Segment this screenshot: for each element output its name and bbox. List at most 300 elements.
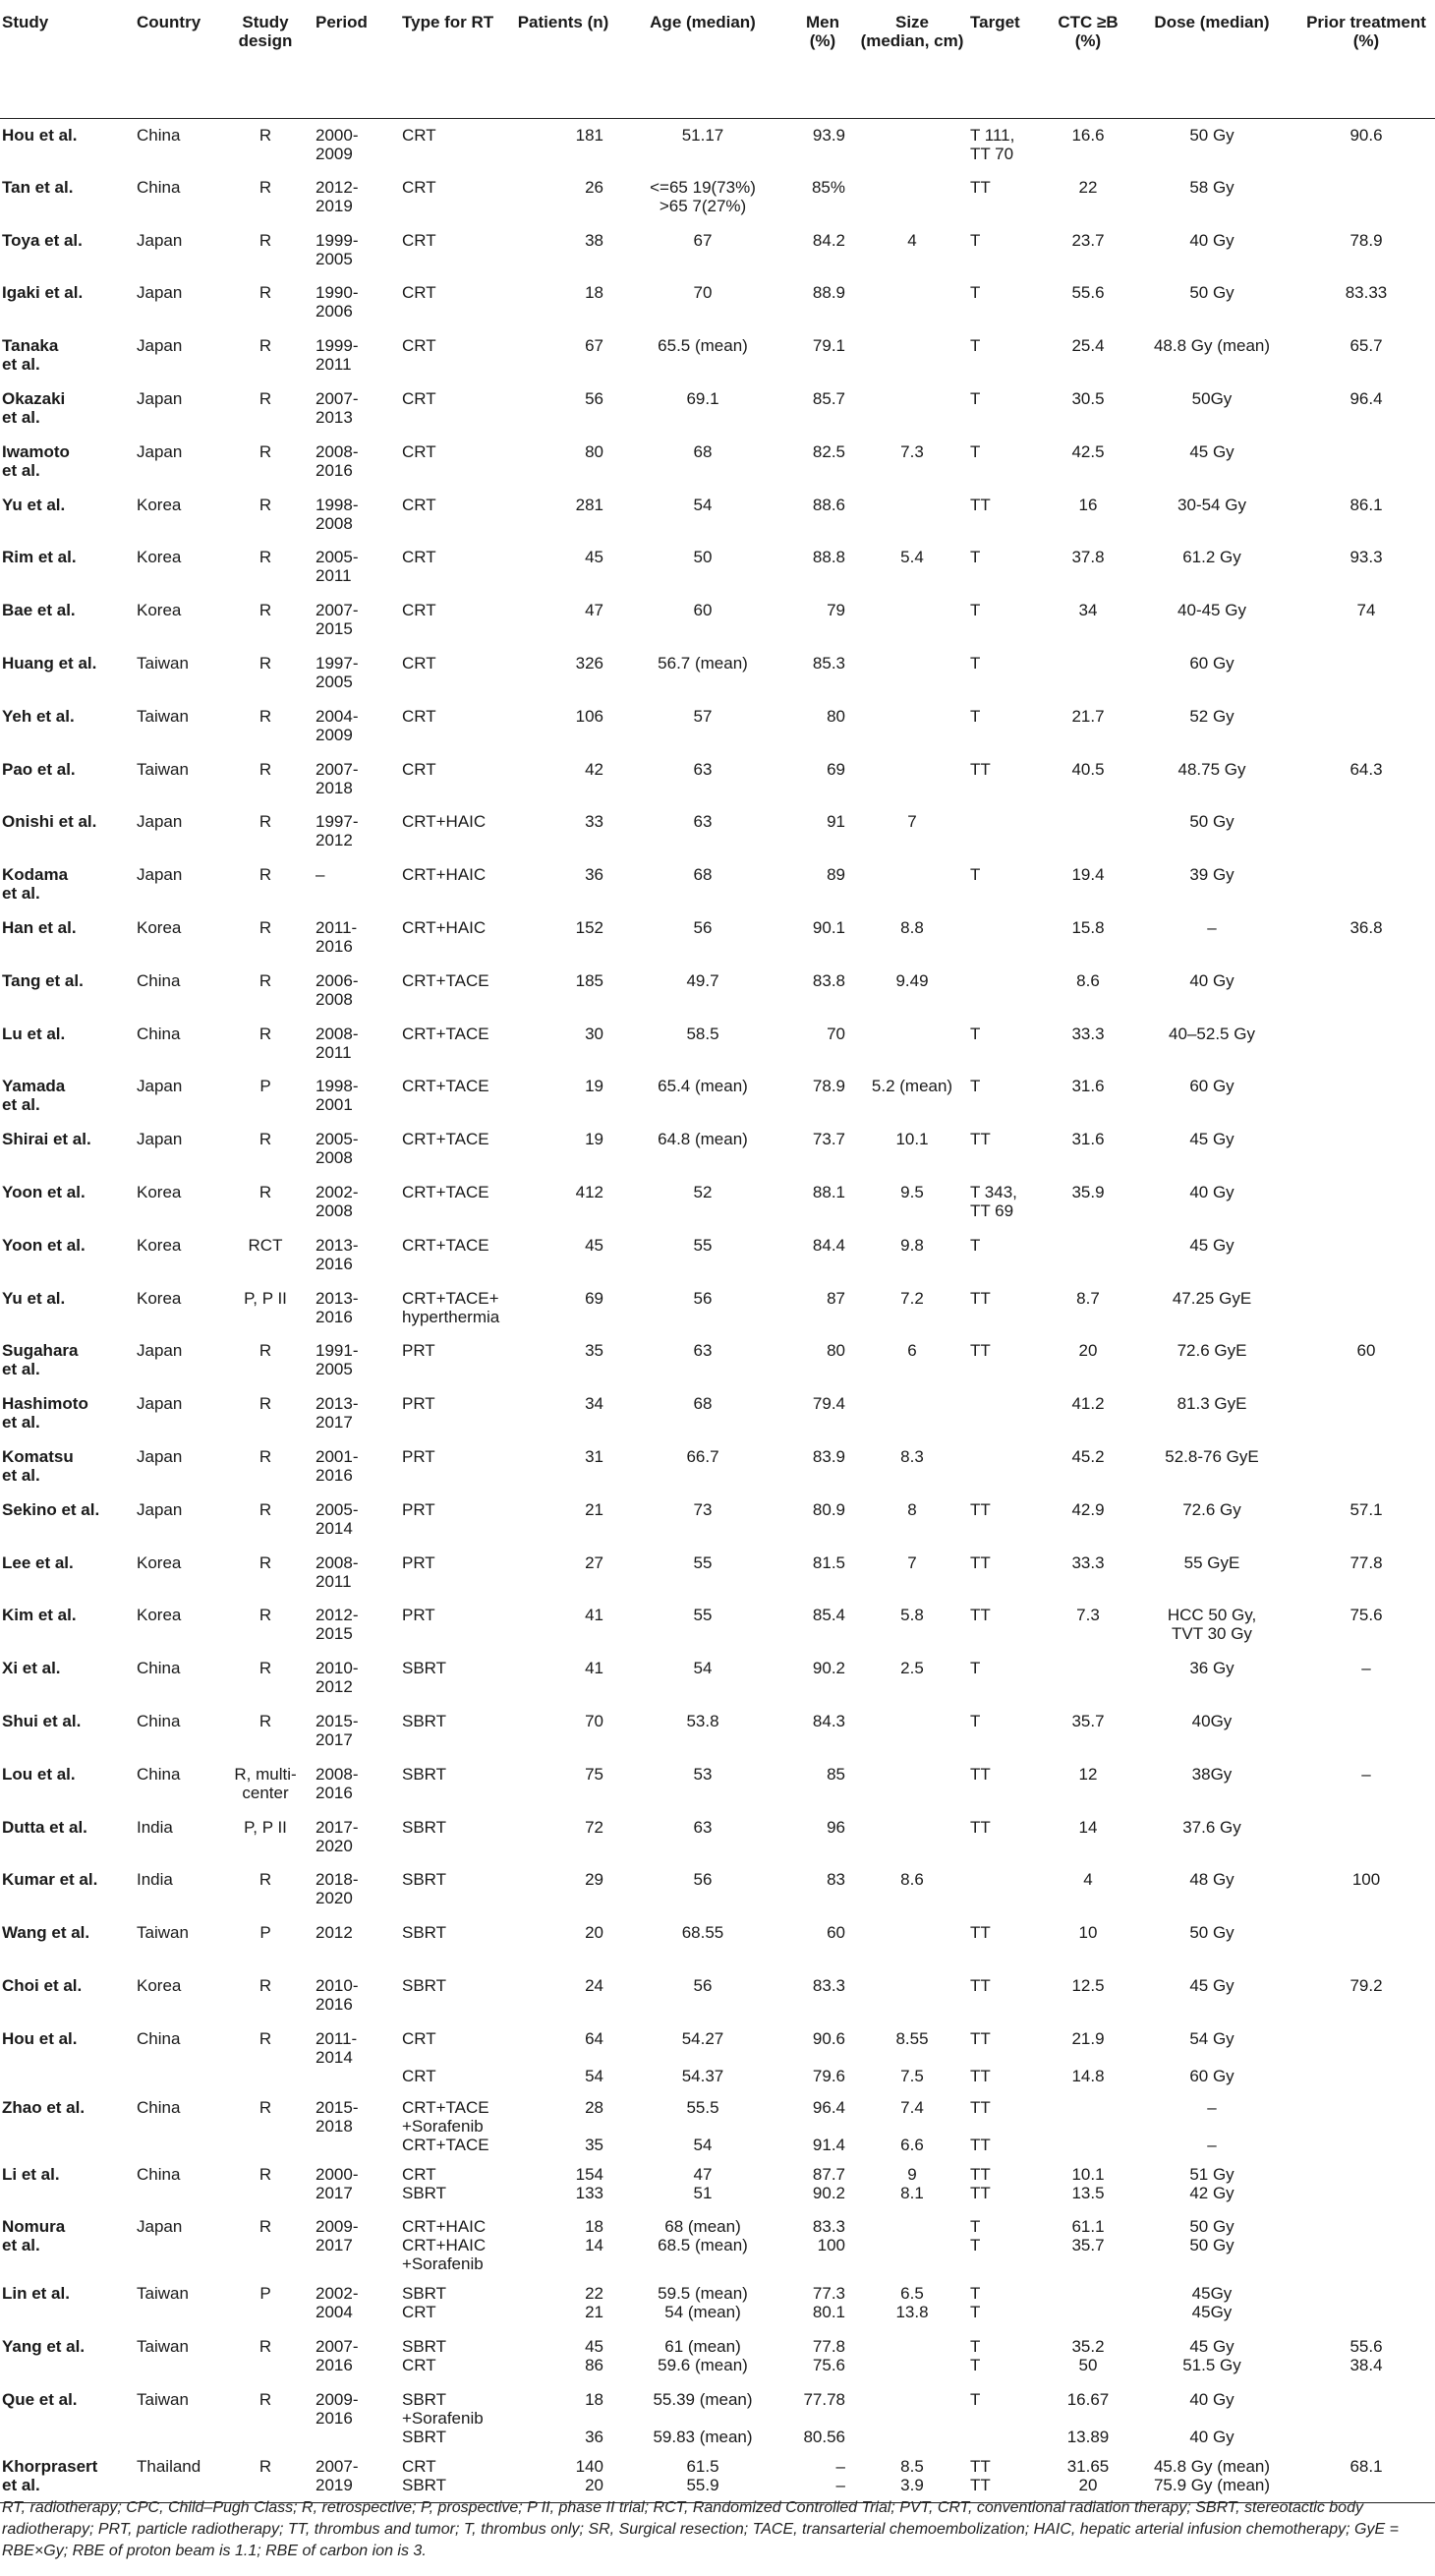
cell-target: TT: [970, 1288, 991, 1308]
cell-size: [857, 858, 967, 911]
cell-country: Japan: [137, 336, 183, 356]
cell-patients: 35: [585, 1341, 603, 1361]
cell-men: 90.2: [812, 1659, 845, 1678]
cell-dose: 72.6 GyE: [1177, 1341, 1247, 1361]
cell-men: 69: [827, 759, 845, 779]
cell-study: Que et al.: [2, 2390, 78, 2410]
cell-type-for-rt: CRT+TACE: [402, 970, 489, 990]
table-row: [0, 1916, 1435, 1969]
cell-study-design: R: [218, 2450, 313, 2503]
cell-target: TT: [970, 1341, 991, 1361]
cell-age: 65.4 (mean): [658, 1077, 748, 1096]
cell-target: TT TT: [970, 2164, 991, 2202]
col-header-patients: Patients (n): [509, 0, 617, 118]
cell-age: <=65 19(73%) >65 7(27%): [650, 177, 756, 215]
cell-men: 88.6: [812, 495, 845, 514]
cell-prior-treatment: [1297, 1176, 1435, 1229]
cell-age: 73: [693, 1499, 713, 1519]
cell-country: Japan: [137, 865, 183, 885]
cell-study: Huang et al.: [2, 653, 97, 673]
cell-type-for-rt: CRT+TACE: [402, 1077, 489, 1096]
cell-type-for-rt: PRT: [402, 1394, 435, 1414]
cell-study-design: R: [258, 601, 272, 620]
cell-target: T T: [970, 2217, 981, 2255]
cell-country: China: [137, 1711, 181, 1730]
cell-age: 68: [693, 441, 713, 461]
cell-period: 2009- 2017: [316, 2217, 359, 2255]
cell-prior-treatment: [1297, 2091, 1435, 2158]
cell-study-design: R: [258, 230, 272, 250]
cell-patients: 29: [585, 1870, 603, 1890]
cell-type-for-rt: CRT+HAIC: [402, 865, 487, 885]
cell-age: 67: [693, 230, 713, 250]
cell-size: [857, 1758, 967, 1811]
cell-prior-treatment: 86.1: [1349, 495, 1383, 514]
cell-age: 63: [693, 759, 713, 779]
cell-type-for-rt: SBRT: [402, 1870, 447, 1890]
cell-size: [857, 1969, 967, 2022]
cell-type-for-rt: SBRT: [402, 1711, 447, 1730]
cell-age: 68: [693, 1394, 713, 1414]
cell-prior-treatment: [1297, 1123, 1435, 1176]
table-body: [0, 118, 1435, 2503]
cell-dose: 40–52.5 Gy: [1169, 1024, 1255, 1043]
cell-patients: 27: [585, 1552, 603, 1572]
cell-study-design: P: [259, 2284, 271, 2304]
col-header-prior-treatment: Prior treatment (%): [1297, 0, 1435, 118]
cell-prior-treatment: [1297, 1811, 1435, 1864]
cell-patients: 19: [585, 1077, 603, 1096]
cell-size: [857, 753, 967, 806]
cell-target: TT: [970, 1764, 991, 1784]
cell-study: Toya et al.: [2, 230, 83, 250]
cell-period: 2005- 2014: [316, 1499, 359, 1538]
cell-dose: 40Gy: [1191, 1711, 1233, 1730]
cell-prior-treatment: [1297, 1387, 1435, 1440]
cell-period: 2013- 2017: [316, 1394, 359, 1433]
cell-ctc: 34: [1078, 601, 1098, 620]
cell-prior-treatment: [1297, 1018, 1435, 1071]
cell-patients: 80: [585, 441, 603, 461]
cell-age: 49.7: [686, 970, 719, 990]
cell-study-design: R: [258, 2097, 272, 2117]
cell-men: 96: [827, 1817, 845, 1837]
cell-ctc: [1050, 1652, 1126, 1705]
cell-size: [857, 594, 967, 647]
cell-size: [857, 382, 967, 436]
cell-target: TT TT: [970, 2097, 991, 2154]
cell-size: 9 8.1: [900, 2164, 924, 2202]
table-row: [0, 1334, 1435, 1387]
cell-study-design: R: [258, 2028, 272, 2048]
table-row: [0, 541, 1435, 594]
cell-dose: 50 Gy: [1189, 812, 1234, 832]
table-row: [0, 1229, 1435, 1282]
cell-size: 4: [907, 230, 917, 250]
cell-study-design: R: [258, 970, 272, 990]
cell-study: Hou et al.: [2, 2028, 78, 2048]
cell-size: [857, 1916, 967, 1969]
cell-size: 8.8: [900, 917, 924, 937]
cell-prior-treatment: [1297, 700, 1435, 753]
cell-prior-treatment: 96.4: [1349, 388, 1383, 408]
cell-period: 2007- 2018: [316, 759, 359, 797]
cell-ctc: 41.2: [1071, 1394, 1105, 1414]
cell-prior-treatment: 77.8: [1349, 1552, 1383, 1572]
cell-study-design: R: [258, 125, 272, 145]
cell-size: 7.4 6.6: [900, 2097, 924, 2154]
cell-age: 54: [693, 495, 713, 514]
cell-size: [857, 118, 967, 171]
cell-ctc: 42.9: [1071, 1499, 1105, 1519]
cell-type-for-rt: CRT: [402, 283, 436, 303]
cell-study-design: R: [258, 2217, 272, 2237]
cell-ctc: 31.6: [1071, 1130, 1105, 1149]
cell-study: Xi et al.: [2, 1659, 61, 1678]
table-row: [0, 2450, 1435, 2503]
cell-men: 93.9: [812, 125, 845, 145]
cell-dose: –: [1207, 917, 1217, 937]
table-row: [0, 858, 1435, 911]
cell-study: Hou et al.: [2, 125, 78, 145]
cell-men: 80: [827, 1341, 845, 1361]
cell-study: Okazaki et al.: [2, 388, 66, 427]
cell-period: 2011- 2016: [316, 917, 358, 956]
cell-age: 68: [693, 865, 713, 885]
cell-patients: 185: [575, 970, 603, 990]
cell-size: [857, 489, 967, 542]
cell-period: 2018- 2020: [316, 1870, 359, 1908]
cell-ctc: 7.3: [1076, 1606, 1100, 1625]
cell-type-for-rt: CRT: [402, 759, 436, 779]
cell-dose: 48.75 Gy: [1177, 759, 1246, 779]
cell-age: 53: [693, 1764, 713, 1784]
cell-country: Japan: [137, 1077, 183, 1096]
cell-study-design: P: [259, 1923, 271, 1943]
cell-type-for-rt: CRT+HAIC CRT+HAIC +Sorafenib: [402, 2217, 487, 2274]
cell-patients: 140 20: [509, 2450, 617, 2503]
cell-patients: 75: [585, 1764, 603, 1784]
cell-patients: 181: [575, 125, 603, 145]
cell-size: [857, 2330, 967, 2383]
cell-men: 83.8: [812, 970, 845, 990]
cell-period: 2012- 2015: [316, 1606, 359, 1644]
cell-study-design: P, P II: [244, 1817, 287, 1837]
cell-study-design: R: [258, 1446, 272, 1466]
cell-study: Yamada et al.: [2, 1077, 66, 1115]
cell-type-for-rt: CRT+TACE +Sorafenib CRT+TACE: [402, 2097, 489, 2154]
cell-study: Kumar et al.: [2, 1870, 98, 1890]
cell-age: 69.1: [686, 388, 719, 408]
cell-study: Nomura et al.: [2, 2217, 66, 2255]
cell-study: Kodama et al.: [2, 865, 69, 904]
cell-size: 7.3: [900, 441, 924, 461]
cell-age: 47 51: [693, 2164, 713, 2202]
cell-men: 85.3: [812, 653, 845, 673]
cell-period: 2008- 2016: [316, 441, 359, 480]
cell-study: Choi et al.: [2, 1975, 83, 1995]
cell-prior-treatment: [1297, 171, 1435, 224]
cell-target: T: [970, 865, 981, 885]
cell-patients: 154 133: [575, 2164, 603, 2202]
cell-study-design: RCT: [248, 1235, 283, 1255]
cell-ctc: 21.7: [1071, 706, 1105, 726]
cell-type-for-rt: SBRT: [402, 1923, 447, 1943]
cell-men: 84.2: [812, 230, 845, 250]
cell-period: 2004- 2009: [316, 706, 359, 744]
cell-prior-treatment: [1297, 805, 1435, 858]
cell-dose: 37.6 Gy: [1182, 1817, 1241, 1837]
cell-prior-treatment: –: [1361, 1659, 1371, 1678]
cell-period: 2007- 2015: [316, 601, 359, 639]
cell-period: 2013- 2016: [316, 1288, 359, 1326]
cell-age: 56.7 (mean): [658, 653, 748, 673]
cell-men: 79: [827, 601, 845, 620]
cell-country: China: [137, 1764, 181, 1784]
cell-type-for-rt: CRT: [402, 336, 436, 356]
cell-country: Taiwan: [137, 759, 189, 779]
cell-size: 6: [907, 1341, 917, 1361]
table-row: [0, 1969, 1435, 2022]
cell-prior-treatment: 57.1: [1349, 1499, 1383, 1519]
cell-men: 90.6 79.6: [812, 2028, 845, 2085]
cell-dose: 30-54 Gy: [1177, 495, 1246, 514]
cell-study-design: R: [258, 1606, 272, 1625]
cell-study: Tang et al.: [2, 970, 84, 990]
cell-ctc: 12: [1078, 1764, 1098, 1784]
table-row: [0, 2158, 1435, 2211]
cell-type-for-rt: PRT: [402, 1606, 435, 1625]
cell-study: Dutta et al.: [2, 1817, 87, 1837]
cell-study: Sekino et al.: [2, 1499, 100, 1519]
cell-type-for-rt: CRT: [402, 495, 436, 514]
cell-age: 55: [693, 1606, 713, 1625]
cell-age: 66.7: [686, 1446, 719, 1466]
cell-dose: 40 Gy: [1189, 230, 1234, 250]
cell-dose: 45 Gy: [1189, 1130, 1234, 1149]
col-header-study: Study: [0, 0, 134, 118]
cell-country: Japan: [137, 1446, 183, 1466]
cell-men: 89: [827, 865, 845, 885]
cell-patients: 33: [585, 812, 603, 832]
cell-patients: 152: [575, 917, 603, 937]
cell-men: 84.4: [812, 1235, 845, 1255]
cell-age: 52: [693, 1182, 713, 1201]
cell-period: 2010- 2012: [316, 1659, 359, 1697]
cell-type-for-rt: CRT+TACE: [402, 1235, 489, 1255]
cell-age: 64.8 (mean): [658, 1130, 748, 1149]
col-header-period: Period: [313, 0, 399, 118]
cell-size: 8: [907, 1499, 917, 1519]
table-row: [0, 489, 1435, 542]
cell-men: 78.9: [812, 1077, 845, 1096]
cell-study-design: R: [258, 1711, 272, 1730]
cell-men: 83.3 100: [812, 2217, 845, 2255]
cell-country: Korea: [137, 1975, 182, 1995]
col-header-men: Men (%): [788, 0, 857, 118]
cell-age: 56: [693, 1288, 713, 1308]
cell-study-design: R: [258, 812, 272, 832]
header-row: [0, 0, 1435, 118]
col-header-country: Country: [134, 0, 218, 118]
cell-period: –: [316, 865, 325, 885]
cell-period: 2006- 2008: [316, 970, 359, 1009]
cell-ctc: 10.1 13.5: [1071, 2164, 1105, 2202]
cell-study-design: R: [258, 1499, 272, 1519]
cell-country: Korea: [137, 1182, 182, 1201]
cell-prior-treatment: 74: [1356, 601, 1376, 620]
cell-period: 2007- 2016: [316, 2337, 359, 2375]
cell-prior-treatment: 90.6: [1349, 125, 1383, 145]
table-row: [0, 1123, 1435, 1176]
cell-country: Japan: [137, 1499, 183, 1519]
cell-type-for-rt: CRT: [402, 706, 436, 726]
cell-target: [967, 911, 1050, 965]
table-row: [0, 1387, 1435, 1440]
cell-target: [967, 1440, 1050, 1493]
cell-age: 50: [693, 548, 713, 567]
cell-study-design: R, multi- center: [234, 1764, 297, 1802]
cell-ctc: 16.6: [1071, 125, 1105, 145]
cell-period: 2017- 2020: [316, 1817, 359, 1855]
table-row: [0, 2022, 1435, 2091]
table-row: [0, 2277, 1435, 2330]
cell-dose: 47.25 GyE: [1172, 1288, 1252, 1308]
cell-type-for-rt: SBRT CRT: [402, 2284, 447, 2322]
cell-type-for-rt: CRT SBRT: [399, 2450, 509, 2503]
cell-men: 87: [827, 1288, 845, 1308]
cell-target: TT: [970, 1552, 991, 1572]
cell-men: 85.4: [812, 1606, 845, 1625]
cell-dose: 81.3 GyE: [1177, 1394, 1247, 1414]
cell-size: 7: [907, 812, 917, 832]
cell-type-for-rt: CRT: [402, 230, 436, 250]
cell-target: T: [970, 2390, 981, 2410]
cell-size: 8.5 3.9: [857, 2450, 967, 2503]
cell-age: 63: [693, 1341, 713, 1361]
cell-size: [857, 276, 967, 329]
table-row: [0, 700, 1435, 753]
cell-type-for-rt: CRT: [402, 125, 436, 145]
cell-age: 56: [693, 1975, 713, 1995]
cell-country: Japan: [137, 812, 183, 832]
cell-ctc: 61.1 35.7: [1071, 2217, 1105, 2255]
cell-ctc: 20: [1078, 1341, 1098, 1361]
cell-target: T T: [970, 2337, 981, 2375]
table-row: [0, 1599, 1435, 1652]
cell-men: – –: [788, 2450, 857, 2503]
cell-country: India: [137, 1817, 173, 1837]
cell-ctc: [1050, 1229, 1126, 1282]
cell-age: 61.5 55.9: [617, 2450, 788, 2503]
cell-study: Yoon et al.: [2, 1235, 86, 1255]
cell-study-design: R: [258, 1659, 272, 1678]
cell-period: 2005- 2011: [316, 548, 359, 586]
cell-study: Bae et al.: [2, 601, 76, 620]
cell-dose: 45 Gy: [1189, 441, 1234, 461]
cell-patients: 36: [585, 865, 603, 885]
cell-prior-treatment: [1297, 2022, 1435, 2091]
cell-target: TT: [970, 1975, 991, 1995]
cell-target: TT: [970, 177, 991, 197]
cell-period: 2010- 2016: [316, 1975, 359, 2014]
cell-patients: 281: [575, 495, 603, 514]
cell-period: 1990- 2006: [316, 283, 359, 322]
cell-study: Kim et al.: [2, 1606, 77, 1625]
cell-prior-treatment: [1297, 1916, 1435, 1969]
cell-dose: 61.2 Gy: [1182, 548, 1241, 567]
cell-age: 60: [693, 601, 713, 620]
col-header-size: Size (median, cm): [857, 0, 967, 118]
cell-target: [967, 805, 1050, 858]
cell-period: 2007- 2019: [313, 2450, 399, 2503]
cell-dose: 45 Gy: [1189, 1235, 1234, 1255]
cell-study-design: R: [258, 1552, 272, 1572]
cell-prior-treatment: 100: [1351, 1870, 1381, 1890]
cell-type-for-rt: PRT: [402, 1552, 435, 1572]
cell-size: [857, 1387, 967, 1440]
cell-dose: 45Gy 45Gy: [1191, 2284, 1233, 2322]
cell-size: 5.2 (mean): [871, 1077, 953, 1096]
cell-size: 9.8: [900, 1235, 924, 1255]
cell-men: 91: [827, 812, 845, 832]
col-header-study-design: Study design: [218, 0, 313, 118]
cell-age: 68 (mean) 68.5 (mean): [658, 2217, 748, 2255]
cell-prior-treatment: 55.6 38.4: [1349, 2337, 1383, 2375]
cell-target: T: [970, 1024, 981, 1043]
cell-period: 1999- 2005: [316, 230, 359, 268]
cell-age: 70: [693, 283, 713, 303]
cell-prior-treatment: 60: [1356, 1341, 1376, 1361]
cell-country: Thailand: [134, 2450, 218, 2503]
cell-period: 1991- 2005: [316, 1341, 359, 1379]
cell-age: 65.5 (mean): [658, 336, 748, 356]
cell-study: Lin et al.: [2, 2284, 70, 2304]
table-row: [0, 2210, 1435, 2277]
cell-type-for-rt: CRT: [402, 388, 436, 408]
cell-ctc: 16: [1078, 495, 1098, 514]
cell-period: 2000- 2017: [316, 2164, 359, 2202]
cell-country: China: [137, 125, 181, 145]
cell-study: Tanaka et al.: [2, 336, 59, 375]
cell-men: 80: [827, 706, 845, 726]
cell-ctc: 4: [1083, 1870, 1093, 1890]
cell-size: 5.8: [900, 1606, 924, 1625]
cell-prior-treatment: [1297, 965, 1435, 1018]
cell-prior-treatment: 83.33: [1345, 283, 1388, 303]
cell-period: 2000- 2009: [316, 125, 359, 163]
cell-period: 1999- 2011: [316, 336, 359, 375]
cell-study: Shui et al.: [2, 1711, 82, 1730]
cell-target: T: [970, 548, 981, 567]
cell-period: 2009- 2016: [316, 2390, 359, 2429]
table-row: [0, 329, 1435, 382]
cell-type-for-rt: PRT: [402, 1341, 435, 1361]
cell-target: TT TT: [967, 2450, 1050, 2503]
cell-study-design: R: [258, 1394, 272, 1414]
cell-age: 61 (mean) 59.6 (mean): [658, 2337, 748, 2375]
cell-dose: 58 Gy: [1189, 177, 1234, 197]
cell-ctc: [1050, 805, 1126, 858]
cell-country: Taiwan: [137, 2284, 189, 2304]
cell-target: [967, 1387, 1050, 1440]
table-row: [0, 965, 1435, 1018]
cell-study-design: R: [258, 441, 272, 461]
cell-period: 2013- 2016: [316, 1235, 359, 1273]
table-row: [0, 171, 1435, 224]
col-header-ctc: CTC ≥B (%): [1050, 0, 1126, 118]
cell-study-design: R: [258, 1182, 272, 1201]
